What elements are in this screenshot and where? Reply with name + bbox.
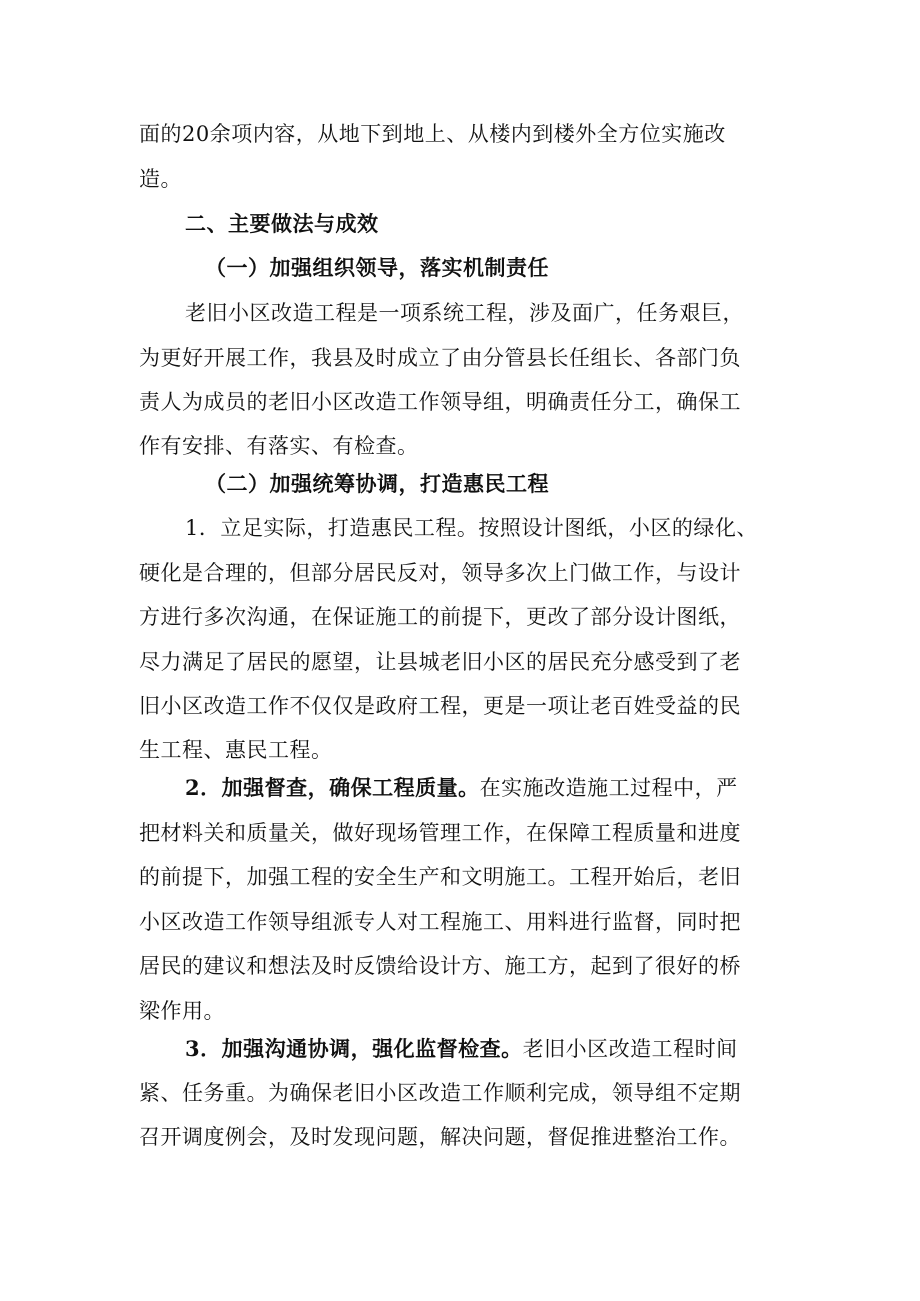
paragraph-line: [185, 1034, 738, 1064]
item-heading: 2．加强督查，确保工程质量。: [185, 775, 480, 800]
paragraph-line: 生工程、惠民工程。: [139, 738, 333, 762]
subsection-heading: （二）加强统筹协调，打造惠民工程: [205, 471, 549, 496]
subsection-heading: （一）加强组织领导，落实机制责任: [205, 255, 549, 280]
paragraph-line: 把材料关和质量关，做好现场管理工作，在保障工程质量和进度: [139, 821, 741, 845]
paragraph-line: 1．立足实际，打造惠民工程。按照设计图纸，小区的绿化、: [185, 516, 758, 540]
paragraph-line: 方进行多次沟通，在保证施工的前提下，更改了部分设计图纸，: [139, 605, 741, 629]
paragraph-line: 硬化是合理的，但部分居民反对，领导多次上门做工作，与设计: [139, 561, 741, 585]
paragraph-line: 召开调度例会，及时发现问题，解决问题，督促推进整治工作。: [139, 1125, 741, 1149]
paragraph-line: 作有安排、有落实、有检查。: [139, 434, 419, 458]
paragraph-line: 老旧小区改造工程是一项系统工程，涉及面广，任务艰巨，: [185, 301, 744, 325]
item-text: 老旧小区改造工程时间: [522, 1037, 738, 1061]
paragraph-line: 旧小区改造工作不仅仅是政府工程，更是一项让老百姓受益的民: [139, 694, 741, 718]
paragraph-line: 责人为成员的老旧小区改造工作领导组，明确责任分工，确保工: [139, 390, 741, 414]
paragraph-line: 为更好开展工作，我县及时成立了由分管县长任组长、各部门负: [139, 346, 741, 370]
paragraph-line: 面的20余项内容，从地下到地上、从楼内到楼外全方位实施改: [139, 122, 726, 146]
section-heading: 二、主要做法与成效: [185, 211, 379, 236]
paragraph-line: 造。: [139, 167, 182, 191]
paragraph-line: [185, 773, 738, 803]
item-heading: 3．加强沟通协调，强化监督检查。: [185, 1036, 523, 1061]
paragraph-line: 尽力满足了居民的愿望，让县城老旧小区的居民充分感受到了老: [139, 650, 741, 674]
item-text: 在实施改造施工过程中，严: [479, 776, 738, 800]
paragraph-line: 居民的建议和想法及时反馈给设计方、施工方，起到了很好的桥: [139, 954, 741, 978]
paragraph-line: 紧、任务重。为确保老旧小区改造工作顺利完成，领导组不定期: [139, 1081, 741, 1105]
paragraph-line: 的前提下，加强工程的安全生产和文明施工。工程开始后，老旧: [139, 865, 741, 889]
paragraph-line: 小区改造工作领导组派专人对工程施工、用料进行监督，同时把: [139, 910, 741, 934]
paragraph-line: 梁作用。: [139, 999, 225, 1023]
